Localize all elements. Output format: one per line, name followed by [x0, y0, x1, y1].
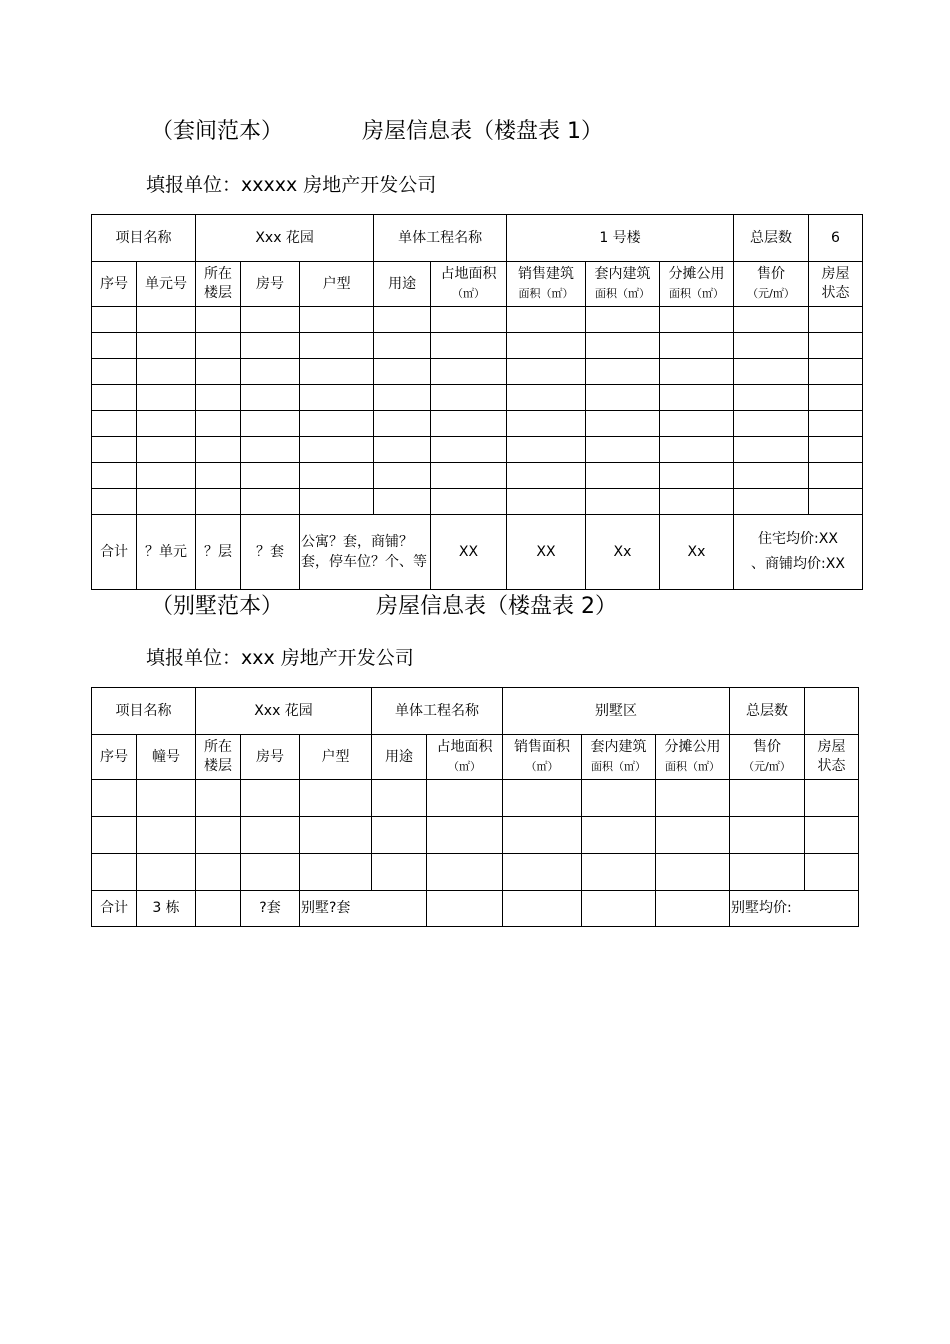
- header-shared-line1: 分摊公用: [664, 739, 721, 756]
- project-row: [92, 688, 859, 735]
- project-row: [92, 215, 863, 262]
- header-land-line2: （㎡）: [452, 287, 485, 300]
- total-price-line1: 住宅均价:XX: [758, 530, 838, 547]
- project-label: 项目名称: [92, 688, 196, 735]
- header-shared-area: [660, 262, 734, 307]
- total-row: [92, 891, 859, 927]
- header-inner-area: [586, 262, 660, 307]
- header-inner-area: [582, 735, 656, 780]
- table-title-2: 房屋信息表（楼盘表 2）: [376, 594, 617, 619]
- total-price: 别墅均价:: [730, 891, 859, 927]
- total-label: 合计: [92, 891, 137, 927]
- header-floor-line1: 所在: [204, 266, 232, 283]
- header-land-line1: 占地面积: [436, 739, 493, 756]
- total-inner-area: Xx: [586, 515, 660, 590]
- sample-label-2: （别墅范本）: [151, 594, 284, 619]
- header-seq: 序号: [92, 735, 137, 780]
- filler-unit-1: 填报单位：xxxxx 房地产开发公司: [146, 174, 437, 196]
- table-row: [92, 385, 863, 411]
- table-row: [92, 437, 863, 463]
- header-price-line1: 售价: [757, 266, 785, 283]
- project-value: Xxx 花园: [196, 215, 374, 262]
- table-row: [92, 411, 863, 437]
- total-inner-area: [582, 891, 656, 927]
- table-row: [92, 333, 863, 359]
- total-layout: 别墅?套: [300, 891, 427, 927]
- building-value: 别墅区: [503, 688, 730, 735]
- table-row: [92, 854, 859, 891]
- building-label: 单体工程名称: [374, 215, 507, 262]
- header-shared-area: [656, 735, 730, 780]
- floors-label: 总层数: [730, 688, 805, 735]
- total-rooms: ？套: [241, 515, 300, 590]
- header-floor-line2: 楼层: [204, 758, 232, 774]
- total-price: [734, 515, 863, 590]
- header-inner-line1: 套内建筑: [590, 739, 647, 756]
- building-label: 单体工程名称: [372, 688, 503, 735]
- floors-value: 6: [809, 215, 863, 262]
- header-unit: 单元号: [137, 262, 196, 307]
- building-value: 1 号楼: [507, 215, 734, 262]
- header-layout: 户型: [300, 735, 372, 780]
- total-sale-area: [503, 891, 582, 927]
- header-usage: 用途: [372, 735, 427, 780]
- table-row: [92, 780, 859, 817]
- total-units: ？单元: [137, 515, 196, 590]
- total-rooms: ?套: [241, 891, 300, 927]
- total-land-area: XX: [431, 515, 507, 590]
- header-price-line1: 售价: [753, 739, 781, 756]
- header-seq: 序号: [92, 262, 137, 307]
- header-inner-line2: 面积（㎡）: [591, 760, 646, 773]
- total-shared-area: [656, 891, 730, 927]
- header-sale-line2: （㎡）: [525, 760, 559, 773]
- header-status-line1: 房屋: [821, 266, 850, 283]
- header-shared-line2: 面积（㎡）: [665, 760, 720, 773]
- filler-unit-2: 填报单位：xxx 房地产开发公司: [146, 647, 414, 669]
- header-floor: [196, 262, 241, 307]
- table-title-1: 房屋信息表（楼盘表 1）: [362, 119, 603, 144]
- sample-label-1: （套间范本）: [151, 119, 284, 144]
- header-floor: [196, 735, 241, 780]
- total-units: 3 栋: [137, 891, 196, 927]
- total-label: 合计: [92, 515, 137, 590]
- header-price: [734, 262, 809, 307]
- header-inner-line1: 套内建筑: [594, 266, 651, 283]
- house-info-table-1: [91, 214, 863, 590]
- total-sale-area: XX: [507, 515, 586, 590]
- total-floors: [196, 891, 241, 927]
- header-status-line1: 房屋: [817, 739, 846, 756]
- table-row: [92, 489, 863, 515]
- header-sale-area: [507, 262, 586, 307]
- header-sale-line2: 面积（㎡）: [518, 287, 574, 300]
- total-layout-text: 公寓？套，商铺？套，停车位？个、等: [301, 533, 427, 570]
- house-info-table-2: [91, 687, 859, 927]
- header-land-area: [431, 262, 507, 307]
- total-floors: ？层: [196, 515, 241, 590]
- header-status-line2: 状态: [817, 758, 846, 774]
- header-row: [92, 735, 859, 780]
- floors-value: [805, 688, 859, 735]
- header-layout: 户型: [300, 262, 374, 307]
- table-row: [92, 359, 863, 385]
- header-price: [730, 735, 805, 780]
- header-land-line2: （㎡）: [448, 760, 481, 773]
- header-land-area: [427, 735, 503, 780]
- header-sale-line1: 销售面积: [514, 739, 570, 756]
- header-shared-line1: 分摊公用: [668, 266, 725, 283]
- header-shared-line2: 面积（㎡）: [669, 287, 724, 300]
- header-status: [805, 735, 859, 780]
- header-sale-line1: 销售建筑: [518, 266, 574, 283]
- floors-label: 总层数: [734, 215, 809, 262]
- total-row: [92, 515, 863, 590]
- table-row: [92, 307, 863, 333]
- total-land-area: [427, 891, 503, 927]
- project-value: Xxx 花园: [196, 688, 372, 735]
- table-row: [92, 463, 863, 489]
- header-sale-area: [503, 735, 582, 780]
- total-price-line2: 、商铺均价:XX: [751, 556, 845, 572]
- header-price-line2: （元/㎡）: [747, 287, 795, 300]
- project-label: 项目名称: [92, 215, 196, 262]
- total-shared-area: Xx: [660, 515, 734, 590]
- table-row: [92, 817, 859, 854]
- header-room: 房号: [241, 735, 300, 780]
- header-row: [92, 262, 863, 307]
- header-status-line2: 状态: [821, 285, 850, 301]
- header-usage: 用途: [374, 262, 431, 307]
- header-status: [809, 262, 863, 307]
- header-floor-line1: 所在: [204, 739, 232, 756]
- header-price-line2: （元/㎡）: [743, 760, 791, 773]
- header-floor-line2: 楼层: [204, 285, 232, 301]
- header-land-line1: 占地面积: [440, 266, 497, 283]
- total-layout: [300, 515, 431, 590]
- header-room: 房号: [241, 262, 300, 307]
- header-inner-line2: 面积（㎡）: [595, 287, 650, 300]
- header-unit: 幢号: [137, 735, 196, 780]
